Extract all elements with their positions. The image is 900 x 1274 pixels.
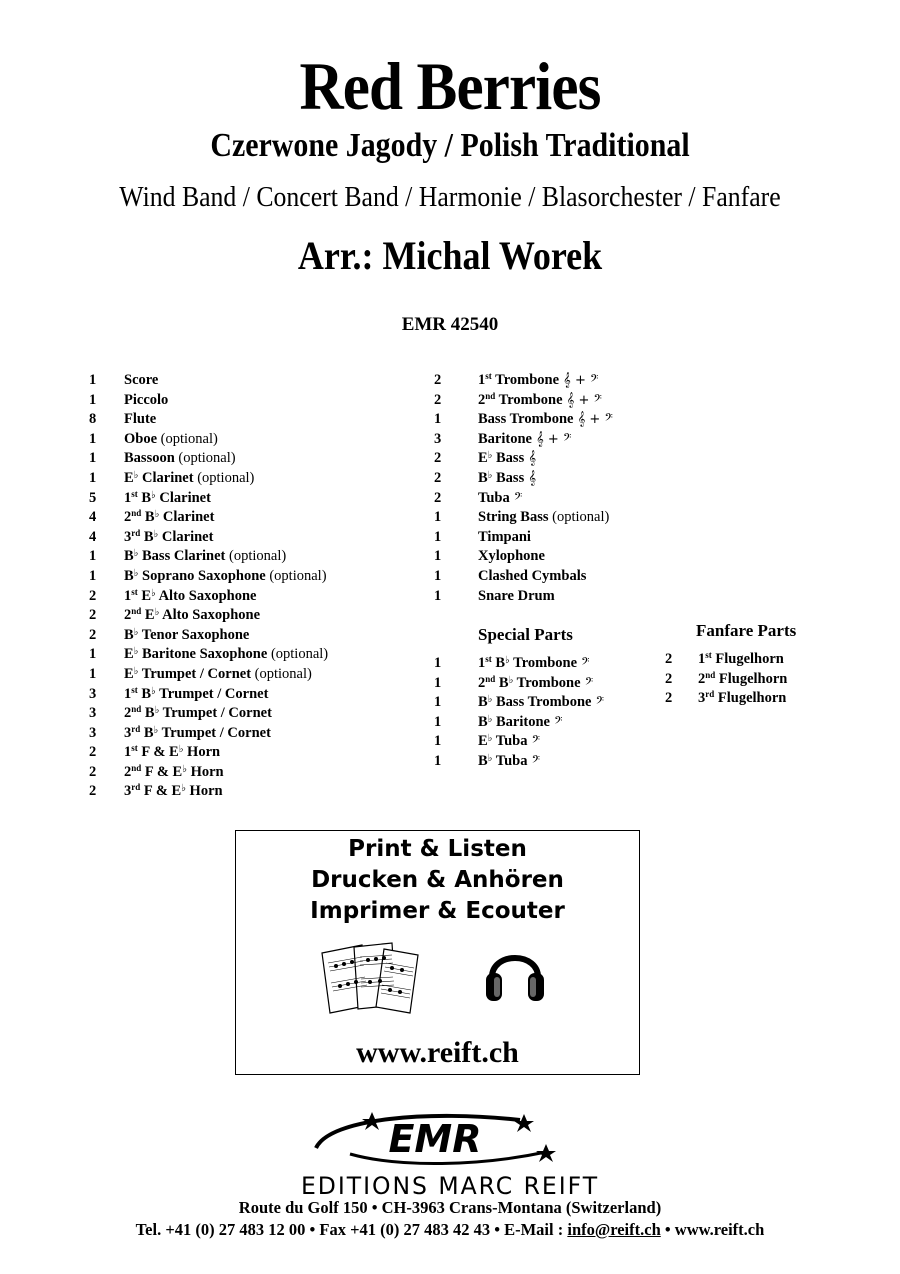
part-label-rest: Baritone bbox=[492, 713, 550, 730]
part-name bbox=[478, 391, 602, 411]
part-quantity: 3 bbox=[89, 724, 97, 741]
flat-sign: ♭ bbox=[181, 783, 186, 795]
clef-icon: 𝄞 bbox=[524, 470, 537, 486]
part-label-rest: Trumpet / Cornet bbox=[158, 724, 271, 741]
part-ordinal: 3 bbox=[124, 783, 132, 800]
part-optional-note: (optional) bbox=[269, 567, 327, 584]
flat-sign: ♭ bbox=[505, 655, 510, 666]
part-quantity: 8 bbox=[89, 411, 97, 428]
part-label: E bbox=[478, 733, 488, 750]
flat-sign: ♭ bbox=[133, 548, 139, 560]
clef-icon: 𝄢 bbox=[509, 490, 523, 506]
part-quantity: 1 bbox=[89, 450, 97, 467]
publisher-name: EDITIONS MARC REIFT bbox=[300, 1172, 600, 1200]
part-name bbox=[124, 645, 328, 665]
part-quantity: 3 bbox=[434, 430, 442, 447]
flat-sign: ♭ bbox=[154, 705, 160, 717]
part-label: Flugelhorn bbox=[714, 690, 787, 707]
flat-sign: ♭ bbox=[151, 489, 156, 501]
part-label: B bbox=[478, 694, 488, 711]
part-optional-note: (optional) bbox=[178, 450, 236, 467]
part-ordinal-suffix: nd bbox=[131, 508, 142, 519]
part-ordinal: 2 bbox=[478, 391, 486, 408]
part-label: B bbox=[491, 655, 506, 671]
part-label-rest: Soprano Saxophone bbox=[138, 567, 266, 584]
part-ordinal-suffix: st bbox=[485, 371, 492, 381]
flat-sign: ♭ bbox=[133, 665, 139, 677]
part-quantity: 2 bbox=[89, 587, 97, 604]
part-ordinal-suffix: st bbox=[485, 654, 492, 664]
part-label: B bbox=[495, 674, 509, 691]
part-label-rest: Clarinet bbox=[138, 469, 194, 486]
part-label-rest: Horn bbox=[183, 744, 221, 761]
part-ordinal: 2 bbox=[124, 509, 132, 526]
part-name bbox=[124, 508, 214, 528]
flat-sign: ♭ bbox=[151, 685, 156, 697]
part-label: B bbox=[141, 509, 155, 526]
part-quantity: 1 bbox=[434, 411, 442, 428]
part-quantity: 2 bbox=[434, 450, 442, 467]
promo-line-german: Drucken & Anhören bbox=[311, 867, 564, 893]
part-name bbox=[478, 732, 540, 752]
part-ordinal: 2 bbox=[124, 607, 132, 624]
part-label-rest: Tenor Saxophone bbox=[138, 626, 250, 643]
clef-icon: 𝄢 bbox=[527, 734, 540, 750]
part-label: B bbox=[140, 724, 154, 741]
part-name bbox=[124, 665, 312, 685]
part-name bbox=[478, 654, 590, 674]
part-label-rest: Clarinet bbox=[158, 528, 214, 545]
part-quantity: 1 bbox=[434, 528, 442, 545]
part-optional-note: (optional) bbox=[552, 509, 610, 526]
part-quantity: 2 bbox=[665, 670, 673, 687]
part-quantity: 1 bbox=[89, 372, 97, 388]
part-ordinal-suffix: st bbox=[705, 650, 712, 660]
part-label: F & E bbox=[140, 783, 182, 800]
promo-line-french: Imprimer & Ecouter bbox=[310, 898, 565, 924]
part-name bbox=[124, 489, 211, 509]
part-quantity: 1 bbox=[434, 752, 442, 769]
part-label: E bbox=[141, 607, 155, 624]
part-name bbox=[124, 626, 249, 646]
part-name bbox=[478, 693, 604, 713]
part-name bbox=[124, 410, 156, 430]
part-name bbox=[124, 724, 271, 744]
part-label: Xylophone bbox=[478, 548, 545, 565]
part-name bbox=[478, 410, 613, 430]
clef-icon: 𝄢 bbox=[591, 695, 604, 711]
flat-sign: ♭ bbox=[133, 646, 139, 658]
part-label: B bbox=[137, 489, 152, 506]
part-label: B bbox=[478, 713, 488, 730]
part-quantity: 3 bbox=[89, 685, 97, 702]
part-label: Score bbox=[124, 372, 159, 388]
part-quantity: 2 bbox=[434, 391, 442, 408]
part-name bbox=[478, 752, 540, 772]
part-name bbox=[124, 685, 268, 705]
part-quantity: 1 bbox=[89, 391, 97, 408]
clef-icon: 𝄞 + 𝄢 bbox=[559, 373, 599, 388]
part-label-rest: Bass bbox=[492, 469, 525, 486]
part-label-rest: Bass Trombone bbox=[492, 694, 592, 711]
part-label: Trombone bbox=[491, 372, 560, 388]
part-ordinal: 2 bbox=[698, 670, 706, 687]
part-quantity: 1 bbox=[89, 548, 97, 565]
print-listen-box bbox=[235, 830, 640, 1075]
flat-sign: ♭ bbox=[133, 469, 139, 481]
part-ordinal-suffix: nd bbox=[705, 669, 716, 680]
part-name bbox=[124, 391, 168, 411]
part-label: Timpani bbox=[478, 528, 531, 545]
part-name bbox=[478, 489, 522, 509]
part-label: Trombone bbox=[495, 391, 563, 408]
part-optional-note: (optional) bbox=[254, 665, 312, 682]
part-name bbox=[124, 743, 220, 763]
part-quantity: 1 bbox=[434, 733, 442, 750]
part-label-rest: Horn bbox=[185, 783, 223, 800]
part-name bbox=[478, 713, 562, 733]
logo-text: EMR bbox=[388, 1117, 482, 1161]
part-quantity: 3 bbox=[89, 705, 97, 722]
part-optional-note: (optional) bbox=[270, 646, 329, 663]
flat-sign: ♭ bbox=[508, 674, 514, 686]
part-label-rest: Tuba bbox=[492, 733, 528, 750]
part-quantity: 1 bbox=[434, 674, 442, 691]
part-ordinal: 2 bbox=[124, 705, 132, 722]
contact-email-link[interactable]: info@reift.ch bbox=[567, 1220, 661, 1239]
part-label: B bbox=[124, 548, 134, 565]
clef-icon: 𝄞 + 𝄢 bbox=[573, 412, 613, 428]
part-ordinal: 1 bbox=[478, 655, 486, 671]
part-label: Flugelhorn bbox=[715, 670, 788, 687]
flat-sign: ♭ bbox=[154, 607, 160, 619]
part-quantity: 2 bbox=[434, 469, 442, 486]
part-label: E bbox=[124, 469, 134, 486]
part-name bbox=[124, 763, 224, 783]
catalog-number: EMR 42540 bbox=[401, 314, 499, 335]
part-name bbox=[478, 567, 586, 587]
part-ordinal-suffix: nd bbox=[131, 704, 142, 715]
part-optional-note: (optional) bbox=[229, 548, 287, 565]
instrumentation: Wind Band / Concert Band / Harmonie / Blasorchester / Fanfare bbox=[119, 182, 781, 213]
part-label: String Bass bbox=[478, 509, 549, 526]
part-optional-note: (optional) bbox=[160, 430, 218, 447]
flat-sign: ♭ bbox=[153, 724, 159, 736]
promo-website-link[interactable]: www.reift.ch bbox=[356, 1036, 519, 1069]
clef-icon: 𝄞 bbox=[524, 451, 537, 467]
part-optional-note: (optional) bbox=[197, 469, 255, 486]
part-ordinal: 1 bbox=[124, 587, 132, 604]
flat-sign: ♭ bbox=[154, 509, 160, 521]
part-label: Flugelhorn bbox=[711, 651, 784, 667]
part-ordinal: 3 bbox=[698, 690, 706, 707]
part-label-rest: Clarinet bbox=[159, 509, 215, 526]
flat-sign: ♭ bbox=[133, 626, 139, 638]
part-label: E bbox=[124, 665, 134, 682]
part-quantity: 2 bbox=[434, 489, 442, 506]
part-ordinal-suffix: nd bbox=[131, 606, 142, 617]
part-ordinal-suffix: st bbox=[131, 488, 138, 499]
part-label: Clashed Cymbals bbox=[478, 567, 587, 584]
part-ordinal-suffix: nd bbox=[485, 673, 496, 684]
clef-icon: 𝄢 bbox=[527, 753, 540, 769]
part-label-rest: Trombone bbox=[513, 674, 581, 691]
part-ordinal-suffix: st bbox=[131, 684, 138, 695]
clef-icon: 𝄢 bbox=[577, 656, 590, 671]
part-ordinal: 1 bbox=[124, 744, 132, 761]
part-quantity: 1 bbox=[89, 469, 97, 486]
piece-title: Red Berries bbox=[299, 48, 601, 124]
part-label-rest: Horn bbox=[186, 763, 224, 780]
part-name bbox=[478, 430, 571, 450]
part-label-rest: Trumpet / Cornet bbox=[155, 685, 269, 702]
part-name bbox=[124, 371, 158, 391]
part-ordinal-suffix: rd bbox=[131, 782, 141, 793]
part-label-rest: Trumpet / Cornet bbox=[138, 665, 252, 682]
part-ordinal-suffix: rd bbox=[131, 527, 141, 538]
part-ordinal-suffix: nd bbox=[485, 390, 496, 401]
part-label: Piccolo bbox=[124, 391, 169, 408]
part-quantity: 4 bbox=[89, 528, 97, 545]
part-ordinal-suffix: st bbox=[131, 743, 138, 754]
part-name bbox=[124, 782, 223, 802]
part-label: Bass Trombone bbox=[478, 411, 574, 428]
part-label-rest: Alto Saxophone bbox=[155, 587, 257, 604]
part-quantity: 1 bbox=[434, 548, 442, 565]
flat-sign: ♭ bbox=[487, 450, 493, 462]
publisher-contact bbox=[0, 1219, 900, 1241]
part-quantity: 5 bbox=[89, 489, 97, 506]
part-quantity: 1 bbox=[89, 430, 97, 447]
part-label: B bbox=[124, 567, 134, 584]
part-name bbox=[698, 689, 786, 709]
emr-logo bbox=[310, 1108, 560, 1170]
part-label: Baritone bbox=[478, 430, 532, 447]
part-name bbox=[124, 547, 286, 567]
contact-phone-fax: Tel. +41 (0) 27 483 12 00 • Fax +41 (0) 27 483 42 43 • E-Mail : bbox=[135, 1220, 568, 1239]
part-label: B bbox=[124, 626, 134, 643]
part-quantity: 4 bbox=[89, 509, 97, 526]
clef-icon: 𝄞 + 𝄢 bbox=[531, 431, 572, 447]
part-ordinal: 1 bbox=[698, 651, 706, 667]
part-label-rest: Trumpet / Cornet bbox=[159, 705, 272, 722]
part-label: E bbox=[478, 450, 488, 467]
part-name bbox=[124, 528, 213, 548]
part-name bbox=[124, 449, 236, 469]
part-name bbox=[124, 587, 257, 607]
flat-sign: ♭ bbox=[487, 733, 493, 745]
part-quantity: 1 bbox=[434, 567, 442, 584]
special-parts-heading: Special Parts bbox=[478, 625, 573, 644]
part-label: Oboe bbox=[124, 430, 158, 447]
part-label: F & E bbox=[141, 763, 183, 780]
part-quantity: 2 bbox=[434, 372, 442, 388]
part-quantity: 2 bbox=[89, 626, 97, 643]
contact-website: • www.reift.ch bbox=[660, 1220, 765, 1239]
flat-sign: ♭ bbox=[487, 694, 493, 706]
part-name bbox=[478, 528, 531, 548]
flat-sign: ♭ bbox=[182, 763, 187, 775]
part-ordinal: 3 bbox=[124, 724, 132, 741]
part-ordinal: 1 bbox=[124, 685, 132, 702]
part-quantity: 1 bbox=[434, 694, 442, 711]
part-ordinal-suffix: rd bbox=[131, 723, 141, 734]
part-name bbox=[478, 371, 598, 391]
part-label: B bbox=[478, 752, 488, 769]
part-ordinal: 3 bbox=[124, 528, 132, 545]
part-label: B bbox=[137, 685, 152, 702]
part-quantity: 1 bbox=[434, 587, 442, 604]
part-quantity: 2 bbox=[665, 690, 673, 707]
part-label: Tuba bbox=[478, 489, 510, 506]
part-name bbox=[698, 670, 787, 690]
part-quantity: 2 bbox=[665, 651, 673, 667]
part-label-rest: Bass bbox=[492, 450, 525, 467]
part-label: B bbox=[478, 469, 488, 486]
part-ordinal: 1 bbox=[124, 489, 132, 506]
part-label-rest: Trombone bbox=[509, 655, 578, 671]
sheet-music-icon bbox=[318, 939, 428, 1014]
part-name bbox=[698, 650, 784, 670]
part-quantity: 1 bbox=[89, 567, 97, 584]
flat-sign: ♭ bbox=[178, 744, 184, 756]
part-ordinal: 1 bbox=[478, 372, 486, 388]
part-label-rest: Alto Saxophone bbox=[159, 607, 261, 624]
part-label: Snare Drum bbox=[478, 587, 555, 604]
part-label-rest: Clarinet bbox=[155, 489, 211, 506]
flat-sign: ♭ bbox=[151, 587, 156, 599]
clef-icon: 𝄢 bbox=[549, 714, 563, 730]
part-name bbox=[124, 606, 260, 626]
part-label-rest: Bass Clarinet bbox=[138, 548, 226, 565]
part-quantity: 1 bbox=[434, 509, 442, 526]
part-quantity: 2 bbox=[89, 763, 97, 780]
part-label-rest: Tuba bbox=[492, 752, 528, 769]
flat-sign: ♭ bbox=[153, 528, 159, 540]
part-label-rest: Baritone Saxophone bbox=[138, 646, 268, 663]
part-ordinal: 2 bbox=[478, 674, 486, 691]
promo-line-english: Print & Listen bbox=[348, 836, 527, 862]
part-label: Bassoon bbox=[124, 450, 175, 467]
part-quantity: 1 bbox=[89, 646, 97, 663]
flat-sign: ♭ bbox=[487, 469, 493, 481]
clef-icon: 𝄞 + 𝄢 bbox=[562, 392, 602, 408]
part-ordinal: 2 bbox=[124, 763, 132, 780]
part-label: Flute bbox=[124, 411, 157, 428]
part-quantity: 2 bbox=[89, 744, 97, 761]
part-name bbox=[478, 449, 536, 469]
flat-sign: ♭ bbox=[487, 752, 493, 764]
part-label: E bbox=[137, 587, 152, 604]
flat-sign: ♭ bbox=[133, 567, 139, 579]
part-name bbox=[124, 704, 272, 724]
part-name bbox=[124, 469, 254, 489]
headphones-icon bbox=[484, 939, 546, 1005]
part-quantity: 1 bbox=[89, 665, 97, 682]
publisher-address: Route du Golf 150 • CH-3963 Crans-Montana (Switzerland) bbox=[238, 1198, 662, 1217]
part-label: F & E bbox=[137, 744, 179, 761]
part-name bbox=[478, 587, 555, 607]
part-quantity: 2 bbox=[89, 783, 97, 800]
part-ordinal-suffix: st bbox=[131, 586, 138, 597]
part-name bbox=[124, 567, 327, 587]
part-quantity: 1 bbox=[434, 655, 442, 671]
part-label: B bbox=[141, 705, 155, 722]
flat-sign: ♭ bbox=[487, 713, 493, 725]
part-name bbox=[478, 508, 609, 528]
part-name bbox=[124, 430, 218, 450]
part-name bbox=[478, 674, 593, 694]
arranger: Arr.: Michal Worek bbox=[297, 233, 603, 278]
part-name bbox=[478, 547, 545, 567]
part-ordinal-suffix: rd bbox=[705, 689, 715, 700]
part-quantity: 1 bbox=[434, 713, 442, 730]
clef-icon: 𝄢 bbox=[580, 675, 594, 691]
part-ordinal-suffix: nd bbox=[131, 762, 142, 773]
part-label: E bbox=[124, 646, 134, 663]
part-name bbox=[478, 469, 536, 489]
part-label: B bbox=[140, 528, 154, 545]
piece-subtitle: Czerwone Jagody / Polish Traditional bbox=[210, 127, 690, 164]
part-quantity: 2 bbox=[89, 607, 97, 624]
fanfare-parts-heading: Fanfare Parts bbox=[696, 621, 797, 640]
